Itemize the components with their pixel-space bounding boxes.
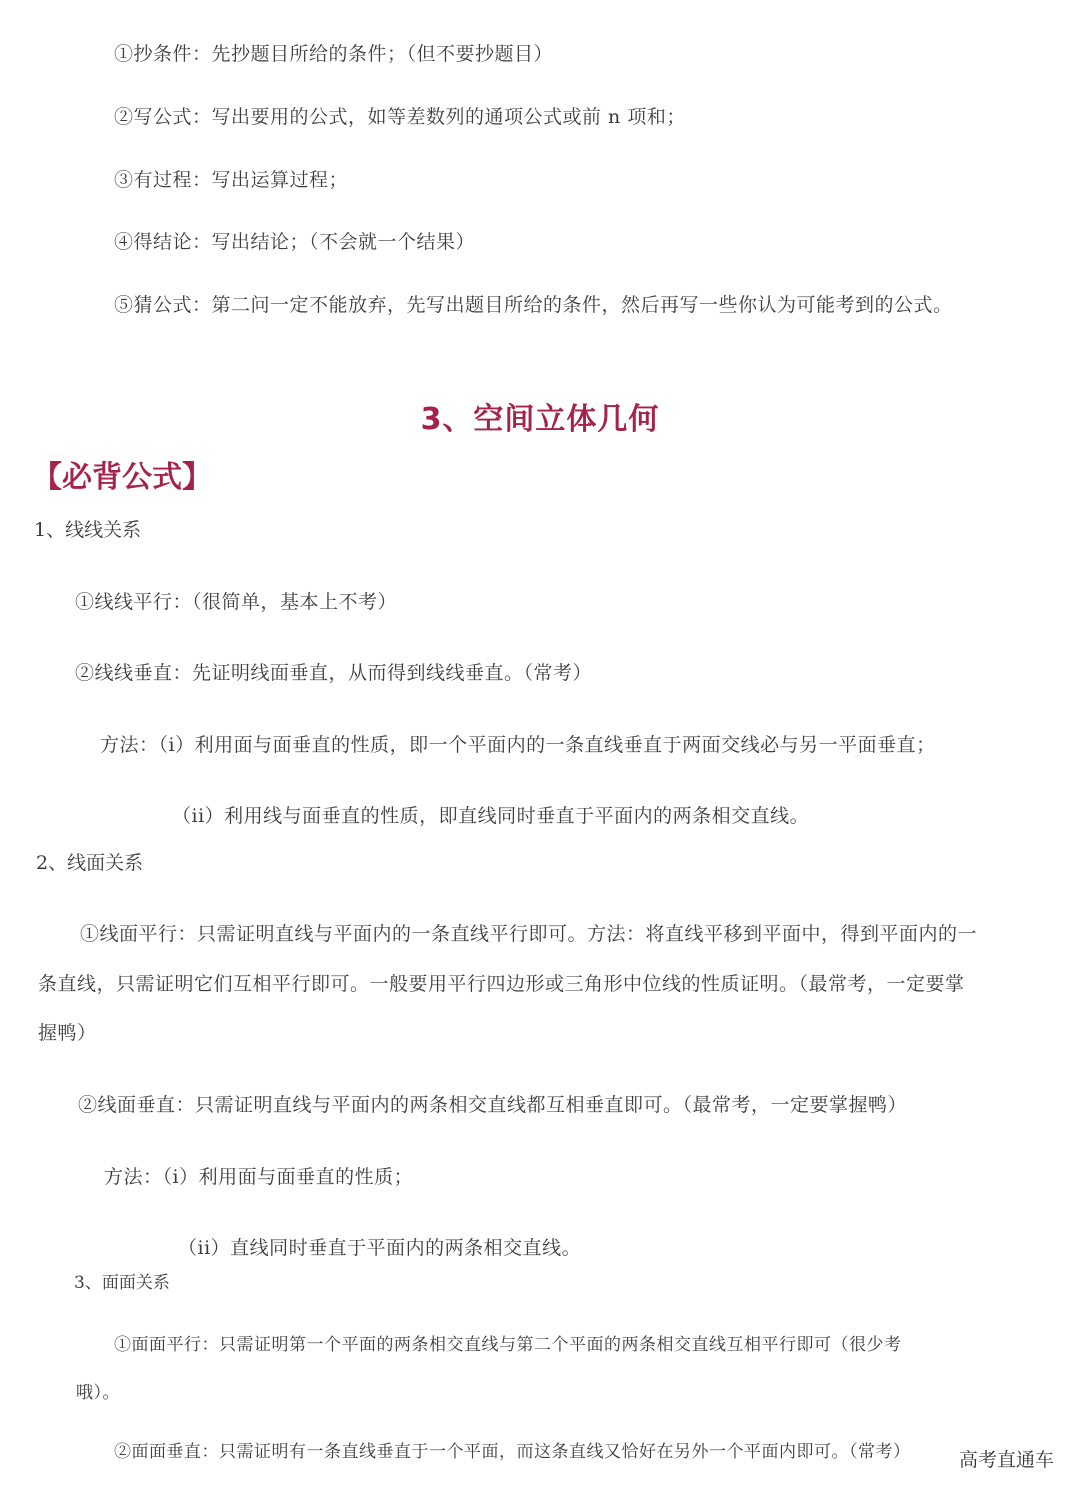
content-line: ②线线垂直：先证明线面垂直，从而得到线线垂直。（常考）	[75, 662, 593, 684]
section-title: 1、线线关系	[34, 519, 142, 541]
content-line: ①面面平行：只需证明第一个平面的两条相交直线与第二个平面的两条相交直线互相平行即可（很少考	[114, 1335, 902, 1355]
content-line: ①线线平行：（很简单，基本上不考）	[75, 591, 398, 613]
content-line: 握鸭）	[38, 1022, 97, 1044]
content-line: 哦）。	[76, 1383, 120, 1403]
content-line: （ii）直线同时垂直于平面内的两条相交直线。	[178, 1237, 582, 1259]
content-line: ①线面平行：只需证明直线与平面内的一条直线平行即可。方法：将直线平移到平面中，得到平面内的一	[80, 923, 978, 945]
watermark: 高考直通车	[958, 1449, 1054, 1471]
step-item: ①抄条件：先抄题目所给的条件；（但不要抄题目）	[114, 43, 554, 65]
section-heading: 3、空间立体几何	[420, 402, 660, 437]
content-line: （ii）利用线与面垂直的性质，即直线同时垂直于平面内的两条相交直线。	[172, 805, 810, 827]
content-line: 方法：（i）利用面与面垂直的性质，即一个平面内的一条直线垂直于两面交线必与另一平面垂直；	[100, 734, 936, 756]
content-line: ②面面垂直：只需证明有一条直线垂直于一个平面，而这条直线又恰好在另外一个平面内即可。（常考）	[114, 1442, 911, 1462]
section-title: 3、面面关系	[74, 1273, 170, 1293]
section-title: 2、线面关系	[36, 852, 144, 874]
step-item: ⑤猜公式：第二问一定不能放弃，先写出题目所给的条件，然后再写一些你认为可能考到的公式。	[114, 294, 953, 316]
content-line: 方法：（i）利用面与面垂直的性质；	[104, 1166, 414, 1188]
step-item: ②写公式：写出要用的公式，如等差数列的通项公式或前 n 项和；	[114, 106, 686, 128]
step-item: ④得结论：写出结论；（不会就一个结果）	[114, 231, 476, 253]
step-item: ③有过程：写出运算过程；	[114, 169, 349, 191]
content-line: 条直线，只需证明它们互相平行即可。一般要用平行四边形或三角形中位线的性质证明。（最常考，一定要掌	[38, 973, 965, 995]
content-line: ②线面垂直：只需证明直线与平面内的两条相交直线都互相垂直即可。（最常考，一定要掌握鸭）	[78, 1094, 908, 1116]
subheading: 【必背公式】	[32, 460, 212, 495]
